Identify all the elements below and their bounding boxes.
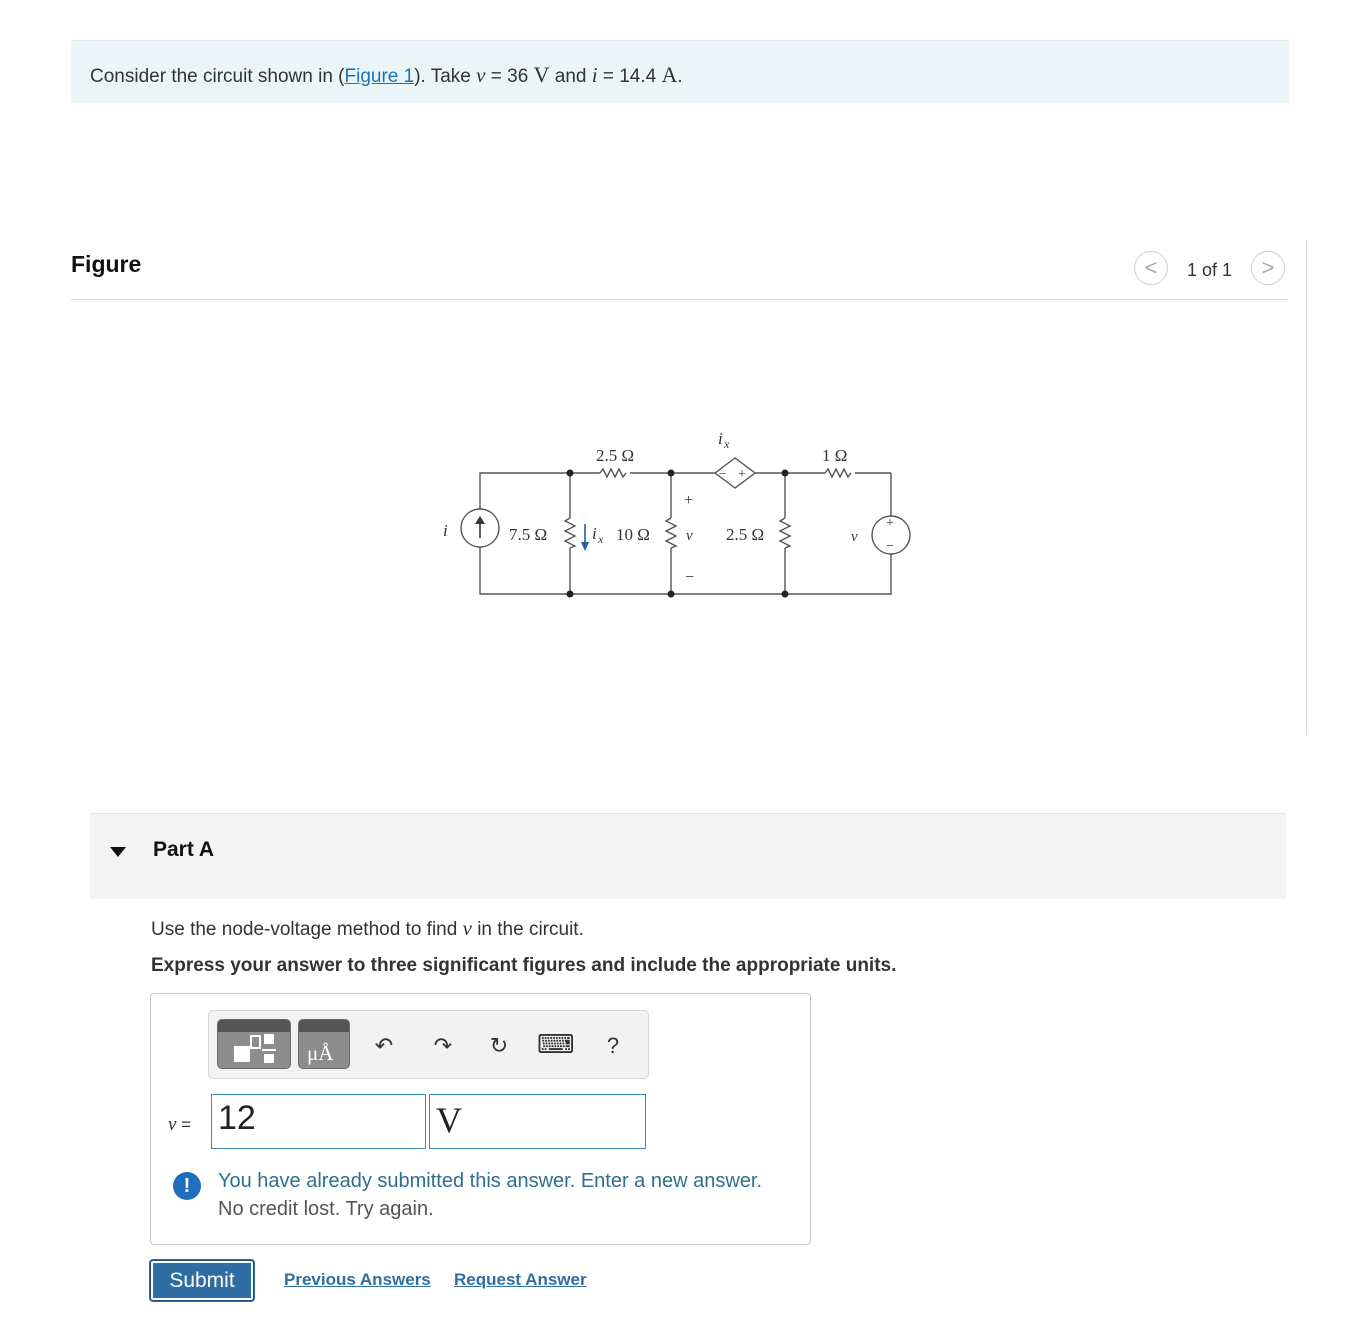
collapse-triangle-icon[interactable]	[110, 847, 126, 857]
figure-pager	[1133, 251, 1289, 287]
and-text: and	[549, 66, 592, 87]
reset-icon[interactable]: ↻	[489, 1033, 509, 1058]
i-symbol: i	[591, 63, 598, 87]
label-vs-minus: −	[886, 539, 894, 554]
resistor-1-ohm	[825, 469, 851, 477]
label-dep-minus: −	[719, 466, 727, 481]
units-button[interactable]	[298, 1019, 350, 1069]
previous-answers-link[interactable]: Previous Answers	[284, 1270, 431, 1289]
label-ix-mid: i	[592, 524, 597, 543]
v-equals: = 36	[485, 66, 534, 87]
undo-icon[interactable]: ↶	[374, 1033, 394, 1058]
answer-equals: =	[176, 1115, 192, 1134]
question-var: v	[462, 916, 472, 940]
label-ix-top: i	[718, 429, 723, 448]
resistor-2-5-top	[600, 469, 626, 477]
request-answer-link[interactable]: Request Answer	[454, 1270, 587, 1289]
figure-divider	[71, 299, 1288, 300]
i-equals: = 14.4	[597, 66, 662, 87]
label-source-i: i	[443, 521, 448, 540]
label-ix-top-sub: x	[724, 437, 730, 451]
alert-icon: !	[173, 1172, 201, 1200]
label-r-top-left: 2.5 Ω	[596, 446, 635, 465]
v-symbol: v	[476, 63, 486, 87]
label-r-2-5-right: 2.5 Ω	[726, 525, 765, 544]
templates-button[interactable]	[217, 1019, 291, 1069]
ix-arrow-head	[581, 542, 589, 551]
label-v-mid-minus: −	[685, 569, 695, 586]
keyboard-icon[interactable]: ⌨	[537, 1029, 575, 1059]
templates-icon	[218, 1020, 292, 1070]
part-a-title: Part A	[153, 838, 215, 861]
redo-icon[interactable]: ↷	[433, 1033, 453, 1058]
help-icon[interactable]: ?	[606, 1033, 620, 1058]
label-v-mid: v	[686, 528, 693, 544]
answer-var: v	[168, 1114, 177, 1135]
figure-1-link[interactable]: Figure 1	[344, 66, 415, 87]
problem-statement	[71, 40, 1289, 103]
instruction-text: Express your answer to three significant figures and include the appropriate units.	[151, 955, 897, 976]
answer-box	[150, 993, 811, 1245]
label-dep-plus: +	[738, 467, 746, 482]
question-suffix: in the circuit.	[471, 919, 584, 940]
next-figure-button[interactable]: >	[1251, 251, 1285, 285]
circuit-diagram	[430, 420, 930, 610]
math-toolbar	[208, 1010, 649, 1079]
figure-title: Figure	[71, 251, 142, 277]
resistor-2-5-right	[780, 518, 790, 548]
question-text	[151, 916, 584, 941]
answer-row	[151, 1094, 812, 1150]
units-icon: μÅ	[307, 1041, 334, 1065]
problem-text	[90, 62, 683, 88]
submit-button[interactable]: Submit	[150, 1260, 254, 1301]
figure-count: 1 of 1	[1187, 260, 1233, 280]
feedback-line-1: You have already submitted this answer. Enter a new answer.	[218, 1170, 763, 1192]
problem-prefix: Consider the circuit shown in (	[90, 66, 345, 87]
v-unit: V	[533, 62, 550, 87]
label-r-10: 10 Ω	[616, 525, 650, 544]
prev-figure-button[interactable]: <	[1134, 251, 1168, 285]
answer-variable-label	[168, 1114, 191, 1136]
period: .	[677, 66, 683, 87]
question-prefix: Use the node-voltage method to find	[151, 919, 463, 940]
problem-take: ). Take	[414, 66, 477, 87]
answer-unit-input[interactable]: V	[429, 1094, 646, 1149]
label-ix-mid-sub: x	[598, 532, 604, 546]
label-r-top-right: 1 Ω	[822, 446, 848, 465]
part-a-header[interactable]	[90, 813, 1286, 899]
feedback-line-2: No credit lost. Try again.	[218, 1198, 434, 1220]
figure-side-divider	[1306, 240, 1307, 735]
resistor-7-5	[565, 518, 575, 548]
label-v-mid-plus: +	[684, 492, 694, 509]
label-r-7-5: 7.5 Ω	[509, 525, 548, 544]
label-v-right: v	[851, 529, 858, 545]
label-vs-plus: +	[886, 516, 894, 531]
resistor-10	[666, 518, 676, 548]
answer-value-input[interactable]: 12	[211, 1094, 426, 1149]
i-unit: A	[661, 62, 678, 87]
